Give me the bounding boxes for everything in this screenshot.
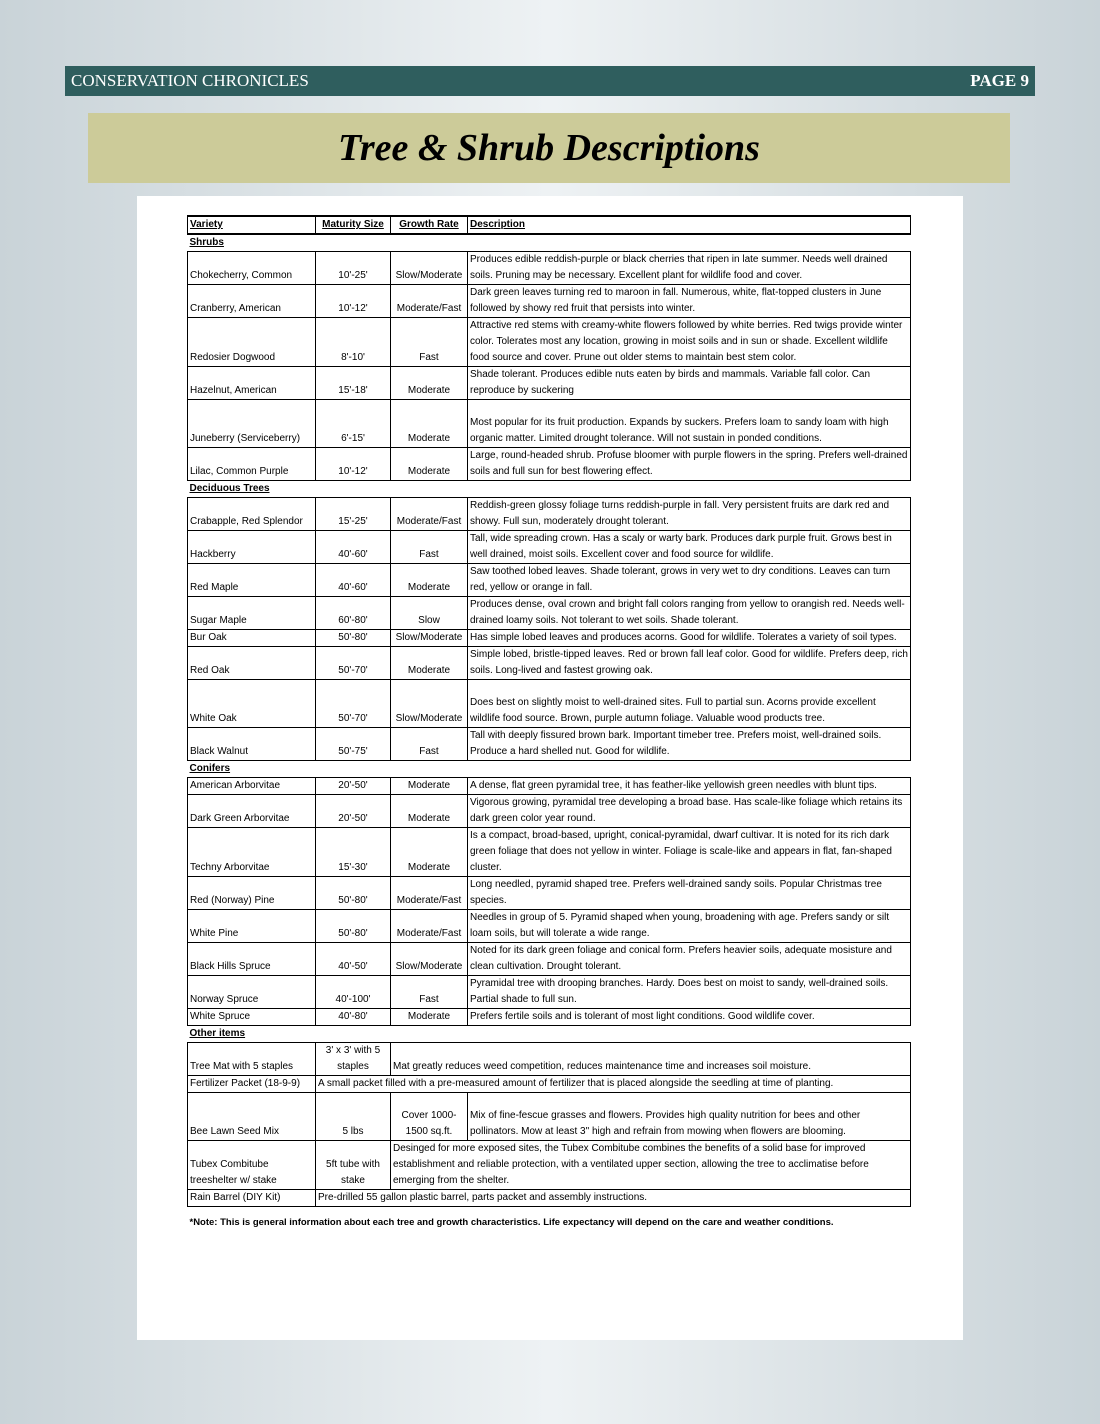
description-cell: Saw toothed lobed leaves. Shade tolerant, grows in very wet to dry conditions. Leaves can turn red, yellow or orange in fall.: [468, 564, 911, 597]
description-cell: Tall, wide spreading crown. Has a scaly or warty bark. Produces dark purple fruit. Grows best in well drained, moist soils. Excellent cover and food source for wildlife.: [468, 531, 911, 564]
maturity-size-cell: 40'-60': [316, 564, 391, 597]
table-header-row: [188, 216, 911, 234]
growth-rate-cell: Moderate: [391, 564, 468, 597]
table-row: [188, 1076, 911, 1093]
description-cell: Dark green leaves turning red to maroon in fall. Numerous, white, flat-topped clusters in June followed by showy red fruit that persists into winter.: [468, 285, 911, 318]
variety-cell: White Pine: [188, 910, 316, 943]
table-row: [188, 976, 911, 1009]
maturity-size-cell: 10'-25': [316, 252, 391, 285]
maturity-size-cell: 40'-80': [316, 1009, 391, 1026]
description-cell: Pre-drilled 55 gallon plastic barrel, parts packet and assembly instructions.: [316, 1190, 911, 1207]
category-label: Shrubs: [189, 237, 224, 248]
growth-rate-cell: Moderate/Fast: [391, 285, 468, 318]
maturity-size-cell: 15'-30': [316, 828, 391, 877]
growth-rate-cell: Moderate/Fast: [391, 910, 468, 943]
variety-cell: Black Walnut: [188, 728, 316, 761]
variety-cell: Bur Oak: [188, 630, 316, 647]
table-row: [188, 597, 911, 630]
table-row: [188, 252, 911, 285]
maturity-size-cell: 40'-50': [316, 943, 391, 976]
growth-rate-cell: Moderate: [391, 1009, 468, 1026]
maturity-size-cell: 5 lbs: [316, 1093, 391, 1141]
maturity-size-cell: 10'-12': [316, 448, 391, 481]
table-row: [188, 448, 911, 481]
maturity-size-cell: 40'-100': [316, 976, 391, 1009]
variety-cell: Redosier Dogwood: [188, 318, 316, 367]
variety-cell: Sugar Maple: [188, 597, 316, 630]
table-row: [188, 367, 911, 400]
footnote: *Note: This is general information about each tree and growth characteristics. Life expectancy will depend on the care and weather conditions.: [189, 1217, 834, 1228]
note-row: [188, 1207, 911, 1232]
description-cell: Pyramidal tree with drooping branches. Hardy. Does best on moist to sandy, well-drained soils. Partial shade to full sun.: [468, 976, 911, 1009]
growth-rate-cell: Fast: [391, 318, 468, 367]
variety-cell: Red Oak: [188, 647, 316, 680]
table-row: [188, 564, 911, 597]
variety-cell: Rain Barrel (DIY Kit): [188, 1190, 316, 1207]
column-header-maturity-size: Maturity Size: [316, 216, 391, 234]
growth-rate-cell: Moderate: [391, 400, 468, 448]
growth-rate-cell: Fast: [391, 976, 468, 1009]
variety-cell: Hazelnut, American: [188, 367, 316, 400]
publication-name: CONSERVATION CHRONICLES: [71, 71, 309, 90]
table-row: [188, 1141, 911, 1190]
table-row: [188, 877, 911, 910]
growth-rate-cell: Slow/Moderate: [391, 680, 468, 728]
growth-rate-cell: Moderate: [391, 828, 468, 877]
variety-cell: White Oak: [188, 680, 316, 728]
description-cell: Produces edible reddish-purple or black cherries that ripen in late summer. Needs well drained soils. Pruning may be necessary. Excellent plant for wildlife food and cover.: [468, 252, 911, 285]
description-cell: A dense, flat green pyramidal tree, it has feather-like yellowish green needles with blunt tips.: [468, 778, 911, 795]
table-row: [188, 943, 911, 976]
growth-rate-cell: Fast: [391, 531, 468, 564]
category-row: [188, 761, 911, 778]
category-row: [188, 234, 911, 252]
maturity-size-cell: 20'-50': [316, 795, 391, 828]
description-cell: Noted for its dark green foliage and conical form. Prefers heavier soils, adequate mosisture and clean cultivation. Drought tolerant.: [468, 943, 911, 976]
growth-rate-cell: Moderate: [391, 795, 468, 828]
column-header-variety: Variety: [188, 216, 316, 234]
category-row: [188, 481, 911, 498]
variety-cell: Juneberry (Serviceberry): [188, 400, 316, 448]
maturity-size-cell: 50'-70': [316, 680, 391, 728]
page-title: Tree & Shrub Descriptions: [338, 127, 760, 169]
category-label: Conifers: [189, 763, 231, 774]
growth-rate-cell: Moderate: [391, 778, 468, 795]
growth-rate-cell: Moderate: [391, 647, 468, 680]
maturity-size-cell: 3' x 3' with 5 staples: [316, 1043, 391, 1076]
growth-rate-cell: Fast: [391, 728, 468, 761]
description-cell: Reddish-green glossy foliage turns reddish-purple in fall. Very persistent fruits are dark red and showy. Full sun, moderately drought tolerant.: [468, 498, 911, 531]
variety-cell: Chokecherry, Common: [188, 252, 316, 285]
table-row: [188, 630, 911, 647]
description-cell: Has simple lobed leaves and produces acorns. Good for wildlife. Tolerates a variety of soil types.: [468, 630, 911, 647]
table-row: [188, 680, 911, 728]
description-cell: Mat greatly reduces weed competition, reduces maintenance time and increases soil moisture.: [391, 1043, 911, 1076]
maturity-size-cell: 15'-18': [316, 367, 391, 400]
title-band: [88, 113, 1010, 183]
variety-cell: Bee Lawn Seed Mix: [188, 1093, 316, 1141]
description-cell: Attractive red stems with creamy-white flowers followed by white berries. Red twigs provide winter color. Tolerates most any location, growing in moist soils and in sun or shade. Excellent wildlife food source and cover. Prune out older stems to maintain best stem color.: [468, 318, 911, 367]
growth-rate-cell: Cover 1000-1500 sq.ft.: [391, 1093, 468, 1141]
description-cell: Does best on slightly moist to well-drained sites. Full to partial sun. Acorns provide excellent wildlife food source. Brown, purple autumn foliage. Valuable wood products tree.: [468, 680, 911, 728]
maturity-size-cell: 8'-10': [316, 318, 391, 367]
maturity-size-cell: 5ft tube with stake: [316, 1141, 391, 1190]
growth-rate-cell: Slow: [391, 597, 468, 630]
table-row: [188, 498, 911, 531]
variety-cell: Hackberry: [188, 531, 316, 564]
variety-cell: Red (Norway) Pine: [188, 877, 316, 910]
variety-cell: Crabapple, Red Splendor: [188, 498, 316, 531]
description-cell: Vigorous growing, pyramidal tree developing a broad base. Has scale-like foliage which retains its dark green color year round.: [468, 795, 911, 828]
table-row: [188, 318, 911, 367]
growth-rate-cell: Slow/Moderate: [391, 630, 468, 647]
table-row: [188, 531, 911, 564]
growth-rate-cell: Slow/Moderate: [391, 943, 468, 976]
maturity-size-cell: 50'-80': [316, 910, 391, 943]
table-sheet: [137, 196, 963, 1340]
variety-cell: Techny Arborvitae: [188, 828, 316, 877]
table-body: [188, 234, 911, 1231]
category-label: Other items: [189, 1028, 246, 1039]
description-cell: A small packet filled with a pre-measured amount of fertilizer that is placed alongside the seedling at time of planting.: [316, 1076, 911, 1093]
table-row: [188, 795, 911, 828]
description-cell: Shade tolerant. Produces edible nuts eaten by birds and mammals. Variable fall color. Can reproduce by suckering: [468, 367, 911, 400]
growth-rate-cell: Moderate/Fast: [391, 877, 468, 910]
description-cell: Simple lobed, bristle-tipped leaves. Red or brown fall leaf color. Good for wildlife. Prefers deep, rich soils. Long-lived and fastest growing oak.: [468, 647, 911, 680]
variety-cell: Tree Mat with 5 staples: [188, 1043, 316, 1076]
maturity-size-cell: 10'-12': [316, 285, 391, 318]
maturity-size-cell: 20'-50': [316, 778, 391, 795]
maturity-size-cell: 60'-80': [316, 597, 391, 630]
variety-cell: Tubex Combitube treeshelter w/ stake: [188, 1141, 316, 1190]
table-row: [188, 285, 911, 318]
description-table: [187, 215, 911, 1231]
variety-cell: Dark Green Arborvitae: [188, 795, 316, 828]
maturity-size-cell: 15'-25': [316, 498, 391, 531]
table-row: [188, 647, 911, 680]
header-bar: [65, 66, 1035, 96]
growth-rate-cell: Moderate: [391, 367, 468, 400]
variety-cell: Cranberry, American: [188, 285, 316, 318]
table-row: [188, 400, 911, 448]
page-number: PAGE 9: [970, 71, 1029, 90]
description-cell: Large, round-headed shrub. Profuse bloomer with purple flowers in the spring. Prefers well-drained soils and full sun for best flowering effect.: [468, 448, 911, 481]
growth-rate-cell: Moderate: [391, 448, 468, 481]
description-cell: Long needled, pyramid shaped tree. Prefers well-drained sandy soils. Popular Christmas tree species.: [468, 877, 911, 910]
description-cell: Tall with deeply fissured brown bark. Important timeber tree. Prefers moist, well-drained soils. Produce a hard shelled nut. Good for wildlife.: [468, 728, 911, 761]
maturity-size-cell: 6'-15': [316, 400, 391, 448]
variety-cell: White Spruce: [188, 1009, 316, 1026]
table-row: [188, 1190, 911, 1207]
column-header-growth-rate: Growth Rate: [391, 216, 468, 234]
table-row: [188, 1093, 911, 1141]
table-row: [188, 828, 911, 877]
description-cell: Produces dense, oval crown and bright fall colors ranging from yellow to orangish red. Needs well-drained loamy soils. Not tolerant to wet soils. Shade tolerant.: [468, 597, 911, 630]
growth-rate-cell: Moderate/Fast: [391, 498, 468, 531]
table-row: [188, 1043, 911, 1076]
variety-cell: Black Hills Spruce: [188, 943, 316, 976]
variety-cell: Norway Spruce: [188, 976, 316, 1009]
category-row: [188, 1026, 911, 1043]
description-cell: Most popular for its fruit production. Expands by suckers. Prefers loam to sandy loam with high organic matter. Limited drought tolerance. Will not sustain in ponded conditions.: [468, 400, 911, 448]
column-header-description: Description: [468, 216, 911, 234]
description-cell: Prefers fertile soils and is tolerant of most light conditions. Good wildlife cover.: [468, 1009, 911, 1026]
category-label: Deciduous Trees: [189, 483, 270, 494]
variety-cell: Lilac, Common Purple: [188, 448, 316, 481]
table-row: [188, 778, 911, 795]
maturity-size-cell: 50'-70': [316, 647, 391, 680]
variety-cell: Red Maple: [188, 564, 316, 597]
description-cell: Is a compact, broad-based, upright, conical-pyramidal, dwarf cultivar. It is noted for its rich dark green foliage that does not yellow in winter. Foliage is scale-like and appears in flat, fan-shaped cluster.: [468, 828, 911, 877]
table-row: [188, 728, 911, 761]
variety-cell: Fertilizer Packet (18-9-9): [188, 1076, 316, 1093]
table-row: [188, 910, 911, 943]
description-cell: Desinged for more exposed sites, the Tubex Combitube combines the benefits of a solid base for improved establishment and reliable protection, with a ventilated upper section, allowing the tree to acclimatise before emerging from the shelter.: [391, 1141, 911, 1190]
growth-rate-cell: Slow/Moderate: [391, 252, 468, 285]
maturity-size-cell: 50'-80': [316, 630, 391, 647]
maturity-size-cell: 50'-75': [316, 728, 391, 761]
maturity-size-cell: 40'-60': [316, 531, 391, 564]
table-row: [188, 1009, 911, 1026]
description-cell: Needles in group of 5. Pyramid shaped when young, broadening with age. Prefers sandy or silt loam soils, but will tolerate a wide range.: [468, 910, 911, 943]
variety-cell: American Arborvitae: [188, 778, 316, 795]
maturity-size-cell: 50'-80': [316, 877, 391, 910]
description-cell: Mix of fine-fescue grasses and flowers. Provides high quality nutrition for bees and other pollinators. Mow at least 3" high and refrain from mowing when flowers are blooming.: [468, 1093, 911, 1141]
